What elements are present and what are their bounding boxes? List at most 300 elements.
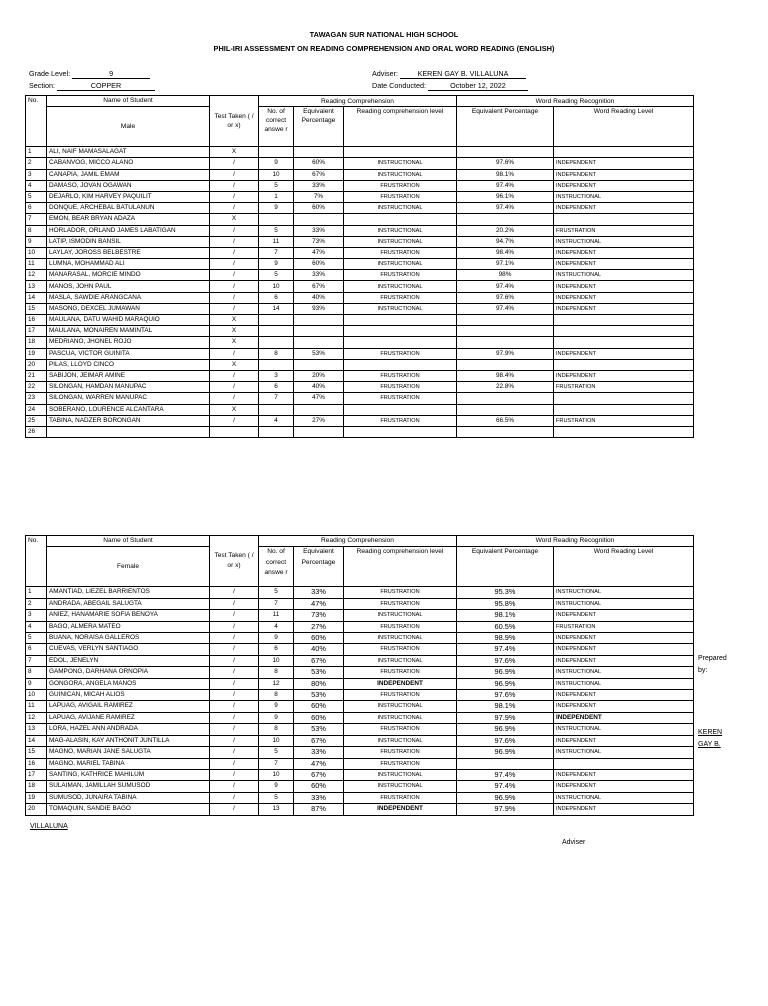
- student-name: ALI, NAIF MAMASALAGAT: [47, 147, 210, 158]
- rc-equiv-pct: 67%: [294, 281, 344, 292]
- correct-answers: [259, 315, 294, 326]
- adviser-label: Adviser:: [372, 69, 398, 78]
- correct-answers: 5: [259, 180, 294, 191]
- row-no: 19: [26, 792, 47, 803]
- table-row: [26, 236, 694, 247]
- wr-level: INDEPENDENT: [554, 735, 694, 746]
- wr-equiv-pct: 95.3%: [457, 587, 554, 598]
- signatory-line-2: GAY B.: [698, 741, 721, 748]
- student-name: GONGORA, ANGELA MANOS: [47, 678, 210, 689]
- student-name: BAGO, ALMERA MATEO: [47, 621, 210, 632]
- student-name: BUANA, NORAISA GALLEROS: [47, 633, 210, 644]
- correct-answers: 5: [259, 747, 294, 758]
- row-no: 3: [26, 610, 47, 621]
- rc-equiv-pct: 73%: [294, 236, 344, 247]
- rc-equiv-pct: 40%: [294, 382, 344, 393]
- row-no: 9: [26, 678, 47, 689]
- student-name: MEDRIANO, JHONEL ROJO: [47, 337, 210, 348]
- wr-equiv-pct: 97.4%: [457, 769, 554, 780]
- rc-equiv-pct: 60%: [294, 701, 344, 712]
- row-no: 8: [26, 225, 47, 236]
- table-row: [26, 758, 694, 769]
- male-label: Male: [47, 107, 210, 147]
- wr-level: INSTRUCTIONAL: [554, 724, 694, 735]
- table-row: [26, 191, 694, 202]
- rc-level: [344, 315, 457, 326]
- student-name: MANARASAL, MORCIE MINDO: [47, 270, 210, 281]
- student-name: DAMASO, JOVAN OGAWAN: [47, 180, 210, 191]
- rc-equiv-pct: 27%: [294, 621, 344, 632]
- correct-answers: 7: [259, 393, 294, 404]
- wr-equiv-pct: 97.9%: [457, 804, 554, 815]
- wr-level: INDEPENDENT: [554, 701, 694, 712]
- wr-equiv-pct: 96.9%: [457, 667, 554, 678]
- rc-equiv-pct: 7%: [294, 191, 344, 202]
- rc-level: INSTRUCTIONAL: [344, 712, 457, 723]
- wr-level: FRUSTRATION: [554, 382, 694, 393]
- row-no: 15: [26, 747, 47, 758]
- rc-level: INSTRUCTIONAL: [344, 701, 457, 712]
- col-correct-header: No. of correct answe r: [259, 547, 294, 587]
- test-taken: /: [210, 644, 259, 655]
- wr-level: INDEPENDENT: [554, 281, 694, 292]
- wr-equiv-pct: 97.6%: [457, 690, 554, 701]
- wr-equiv-pct: [457, 404, 554, 415]
- rc-equiv-pct: 93%: [294, 303, 344, 314]
- table-row: [26, 747, 694, 758]
- rc-equiv-pct: 67%: [294, 769, 344, 780]
- test-taken: /: [210, 712, 259, 723]
- test-taken: /: [210, 667, 259, 678]
- wr-equiv-pct: 97.6%: [457, 735, 554, 746]
- table-row: [26, 259, 694, 270]
- table-row: [26, 655, 694, 666]
- wr-equiv-pct: 98.9%: [457, 633, 554, 644]
- female-table: [25, 535, 694, 816]
- row-no: 24: [26, 404, 47, 415]
- rc-equiv-pct: 47%: [294, 247, 344, 258]
- rc-level: INSTRUCTIONAL: [344, 236, 457, 247]
- wr-level: [554, 426, 694, 437]
- signatory-role: Adviser: [562, 839, 586, 846]
- wr-equiv-pct: 60.5%: [457, 621, 554, 632]
- row-no: 4: [26, 621, 47, 632]
- wr-equiv-pct: 97.4%: [457, 203, 554, 214]
- row-no: 25: [26, 415, 47, 426]
- wr-equiv-pct: 94.7%: [457, 236, 554, 247]
- wr-equiv-pct: 97.6%: [457, 292, 554, 303]
- row-no: 12: [26, 712, 47, 723]
- wr-equiv-pct: 66.5%: [457, 415, 554, 426]
- test-taken: /: [210, 690, 259, 701]
- wr-level: INDEPENDENT: [554, 610, 694, 621]
- student-name: DONQUE, ARCHEBAL BATULANUN: [47, 203, 210, 214]
- test-taken: /: [210, 769, 259, 780]
- wr-equiv-pct: 97.4%: [457, 303, 554, 314]
- word-recognition-header: Word Reading Recognition: [457, 96, 694, 107]
- rc-equiv-pct: 40%: [294, 644, 344, 655]
- table-row: [26, 667, 694, 678]
- wr-equiv-pct: 20.2%: [457, 225, 554, 236]
- wr-equiv-pct: 96.1%: [457, 191, 554, 202]
- student-name: ANIEZ, HANAMARIE SOFIA BENOYA: [47, 610, 210, 621]
- col-no-header: No.: [26, 96, 47, 147]
- student-name: CUEVAS, VERLYN SANTIAGO: [47, 644, 210, 655]
- table-row: [26, 644, 694, 655]
- row-no: 12: [26, 270, 47, 281]
- correct-answers: 5: [259, 587, 294, 598]
- test-taken: /: [210, 393, 259, 404]
- test-taken: /: [210, 169, 259, 180]
- rc-equiv-pct: 33%: [294, 270, 344, 281]
- correct-answers: 12: [259, 678, 294, 689]
- adviser-value: KEREN GAY B. VILLALUNA: [400, 69, 526, 79]
- rc-level: FRUSTRATION: [344, 644, 457, 655]
- wr-level: INSTRUCTIONAL: [554, 747, 694, 758]
- student-name: GUINICAN, MICAH ALIOS: [47, 690, 210, 701]
- wr-level: INSTRUCTIONAL: [554, 270, 694, 281]
- section-value: COPPER: [57, 81, 155, 91]
- rc-equiv-pct: [294, 147, 344, 158]
- rc-level: INSTRUCTIONAL: [344, 633, 457, 644]
- row-no: 17: [26, 326, 47, 337]
- test-taken: /: [210, 236, 259, 247]
- wr-equiv-pct: 96.9%: [457, 792, 554, 803]
- correct-answers: [259, 147, 294, 158]
- correct-answers: 10: [259, 169, 294, 180]
- grade-level-label: Grade Level:: [29, 69, 71, 78]
- correct-answers: 9: [259, 158, 294, 169]
- assessment-title: PHIL-IRI ASSESSMENT ON READING COMPREHENSION AND ORAL WORD READING (ENGLISH): [213, 44, 555, 53]
- wr-equiv-pct: [457, 426, 554, 437]
- row-no: 26: [26, 426, 47, 437]
- row-no: 5: [26, 633, 47, 644]
- row-no: 15: [26, 303, 47, 314]
- table-row: [26, 337, 694, 348]
- male-table: [25, 95, 694, 438]
- wr-level: INDEPENDENT: [554, 247, 694, 258]
- signatory-name: [698, 727, 728, 751]
- row-no: 19: [26, 348, 47, 359]
- row-no: 20: [26, 804, 47, 815]
- rc-equiv-pct: [294, 404, 344, 415]
- wr-level: INDEPENDENT: [554, 203, 694, 214]
- rc-level: FRUSTRATION: [344, 370, 457, 381]
- wr-level: INSTRUCTIONAL: [554, 667, 694, 678]
- rc-equiv-pct: 40%: [294, 292, 344, 303]
- rc-level: INSTRUCTIONAL: [344, 303, 457, 314]
- wr-equiv-pct: [457, 359, 554, 370]
- row-no: 6: [26, 203, 47, 214]
- correct-answers: 4: [259, 415, 294, 426]
- wr-equiv-pct: [457, 758, 554, 769]
- table-row: [26, 348, 694, 359]
- table-row: [26, 804, 694, 815]
- rc-level: FRUSTRATION: [344, 792, 457, 803]
- correct-answers: 5: [259, 225, 294, 236]
- row-no: 13: [26, 724, 47, 735]
- correct-answers: [259, 326, 294, 337]
- wr-level: INSTRUCTIONAL: [554, 236, 694, 247]
- test-taken: /: [210, 747, 259, 758]
- wr-equiv-pct: 97.9%: [457, 348, 554, 359]
- wr-level: INSTRUCTIONAL: [554, 598, 694, 609]
- table-row: [26, 587, 694, 598]
- rc-level: INSTRUCTIONAL: [344, 781, 457, 792]
- wr-level: [554, 337, 694, 348]
- rc-equiv-pct: 33%: [294, 587, 344, 598]
- row-no: 13: [26, 281, 47, 292]
- section: [29, 81, 155, 91]
- table-row: [26, 735, 694, 746]
- test-taken: /: [210, 587, 259, 598]
- wr-level: INDEPENDENT: [554, 370, 694, 381]
- row-no: 17: [26, 769, 47, 780]
- test-taken: /: [210, 701, 259, 712]
- wr-equiv-pct: 98.4%: [457, 370, 554, 381]
- col-no-header: No.: [26, 536, 47, 587]
- test-taken: /: [210, 292, 259, 303]
- correct-answers: 1: [259, 191, 294, 202]
- test-taken: X: [210, 337, 259, 348]
- col-wr-level-header: Word Reading Level: [554, 107, 694, 147]
- correct-answers: 9: [259, 259, 294, 270]
- wr-level: [554, 326, 694, 337]
- wr-level: FRUSTRATION: [554, 415, 694, 426]
- student-name: GAMPONG, DARHANA ORNOPIA: [47, 667, 210, 678]
- student-name: TABINA, NADZER BORONGAN: [47, 415, 210, 426]
- date-conducted: [372, 81, 528, 91]
- test-taken: X: [210, 404, 259, 415]
- correct-answers: 9: [259, 781, 294, 792]
- student-name: MAG-ALASIN, KAY ANTHONIT JUNTILLA: [47, 735, 210, 746]
- table-row: [26, 247, 694, 258]
- col-test-taken-header: Test Taken ( / or x): [210, 536, 259, 587]
- wr-level: INDEPENDENT: [554, 348, 694, 359]
- wr-level: INSTRUCTIONAL: [554, 587, 694, 598]
- wr-level: FRUSTRATION: [554, 621, 694, 632]
- table-row: [26, 781, 694, 792]
- rc-level: INSTRUCTIONAL: [344, 158, 457, 169]
- correct-answers: 11: [259, 610, 294, 621]
- row-no: 6: [26, 644, 47, 655]
- wr-equiv-pct: 96.9%: [457, 724, 554, 735]
- student-name: LATIP, ISMODIN BANSIL: [47, 236, 210, 247]
- student-name: SANTING, KATHRICE MAHILUM: [47, 769, 210, 780]
- table-row: [26, 633, 694, 644]
- rc-level: FRUSTRATION: [344, 191, 457, 202]
- row-no: 9: [26, 236, 47, 247]
- col-wr-level-header: Word Reading Level: [554, 547, 694, 587]
- wr-level: FRUSTRATION: [554, 225, 694, 236]
- wr-level: [554, 359, 694, 370]
- test-taken: /: [210, 724, 259, 735]
- row-no: 20: [26, 359, 47, 370]
- male-rows: [26, 147, 694, 438]
- wr-equiv-pct: 97.4%: [457, 644, 554, 655]
- row-no: 1: [26, 587, 47, 598]
- wr-level: INSTRUCTIONAL: [554, 678, 694, 689]
- table-row: [26, 724, 694, 735]
- wr-level: INDEPENDENT: [554, 769, 694, 780]
- test-taken: /: [210, 792, 259, 803]
- row-no: 16: [26, 315, 47, 326]
- row-no: 5: [26, 191, 47, 202]
- correct-answers: 3: [259, 370, 294, 381]
- rc-level: [344, 426, 457, 437]
- correct-answers: 6: [259, 292, 294, 303]
- wr-level: INDEPENDENT: [554, 303, 694, 314]
- wr-level: [554, 147, 694, 158]
- wr-level: INDEPENDENT: [554, 655, 694, 666]
- table-row: [26, 393, 694, 404]
- test-taken: /: [210, 655, 259, 666]
- correct-answers: 5: [259, 270, 294, 281]
- table-row: [26, 610, 694, 621]
- rc-level: INDEPENDENT: [344, 678, 457, 689]
- row-no: 18: [26, 781, 47, 792]
- wr-equiv-pct: 97.4%: [457, 781, 554, 792]
- rc-level: INSTRUCTIONAL: [344, 769, 457, 780]
- correct-answers: 9: [259, 203, 294, 214]
- row-no: 2: [26, 598, 47, 609]
- wr-level: [554, 404, 694, 415]
- wr-level: INDEPENDENT: [554, 781, 694, 792]
- rc-level: INSTRUCTIONAL: [344, 610, 457, 621]
- rc-equiv-pct: [294, 214, 344, 225]
- table-row: [26, 701, 694, 712]
- table-row: [26, 214, 694, 225]
- correct-answers: 8: [259, 667, 294, 678]
- rc-equiv-pct: 60%: [294, 781, 344, 792]
- student-name: SULAIMAN, JAMILLAH SUMUSOD: [47, 781, 210, 792]
- wr-equiv-pct: 95.8%: [457, 598, 554, 609]
- rc-level: FRUSTRATION: [344, 393, 457, 404]
- reading-comprehension-header: Reading Comprehension: [259, 96, 457, 107]
- rc-level: INSTRUCTIONAL: [344, 735, 457, 746]
- rc-equiv-pct: [294, 337, 344, 348]
- prepared-by: Prepared by:: [698, 655, 727, 674]
- student-name: [47, 426, 210, 437]
- table-row: [26, 180, 694, 191]
- rc-equiv-pct: 87%: [294, 804, 344, 815]
- wr-level: INDEPENDENT: [554, 712, 694, 723]
- signatory-tail: VILLALUNA: [30, 823, 68, 830]
- correct-answers: 9: [259, 712, 294, 723]
- wr-equiv-pct: [457, 147, 554, 158]
- wr-level: INSTRUCTIONAL: [554, 792, 694, 803]
- rc-equiv-pct: 47%: [294, 758, 344, 769]
- wr-level: INDEPENDENT: [554, 292, 694, 303]
- test-taken: /: [210, 678, 259, 689]
- wr-equiv-pct: 97.1%: [457, 259, 554, 270]
- date-label: Date Conducted:: [372, 81, 426, 90]
- correct-answers: 7: [259, 247, 294, 258]
- wr-level: INDEPENDENT: [554, 633, 694, 644]
- test-taken: [210, 426, 259, 437]
- table-row: [26, 404, 694, 415]
- correct-answers: 10: [259, 281, 294, 292]
- rc-level: [344, 147, 457, 158]
- student-name: MANOS, JOHN PAUL: [47, 281, 210, 292]
- correct-answers: 11: [259, 236, 294, 247]
- student-name: TOMAQUIN, SANDIE BAGO: [47, 804, 210, 815]
- student-name: EDOL, JENELYN: [47, 655, 210, 666]
- test-taken: X: [210, 214, 259, 225]
- rc-equiv-pct: 67%: [294, 169, 344, 180]
- wr-equiv-pct: 98.1%: [457, 701, 554, 712]
- signatory-line-1: KEREN: [698, 729, 723, 736]
- word-recognition-header: Word Reading Recognition: [457, 536, 694, 547]
- wr-equiv-pct: [457, 326, 554, 337]
- col-test-taken-header: Test Taken ( / or x): [210, 96, 259, 147]
- correct-answers: 10: [259, 655, 294, 666]
- student-name: LAYLAY, JOROSS BELBESTRE: [47, 247, 210, 258]
- student-name: HORLADOR, ORLAND JAMES LABATIGAN: [47, 225, 210, 236]
- rc-equiv-pct: 53%: [294, 348, 344, 359]
- wr-level: INDEPENDENT: [554, 804, 694, 815]
- col-wr-pct-header: Equivalent Percentage: [457, 547, 554, 587]
- rc-equiv-pct: 33%: [294, 747, 344, 758]
- test-taken: /: [210, 225, 259, 236]
- wr-equiv-pct: 96.9%: [457, 678, 554, 689]
- rc-level: FRUSTRATION: [344, 270, 457, 281]
- table-row: [26, 426, 694, 437]
- student-name: AMANTIAD, LIEZEL BARRIENTOS: [47, 587, 210, 598]
- row-no: 22: [26, 382, 47, 393]
- rc-level: INSTRUCTIONAL: [344, 203, 457, 214]
- row-no: 10: [26, 690, 47, 701]
- table-row: [26, 621, 694, 632]
- wr-level: INDEPENDENT: [554, 259, 694, 270]
- date-value: October 12, 2022: [428, 81, 528, 91]
- rc-equiv-pct: 60%: [294, 712, 344, 723]
- rc-level: FRUSTRATION: [344, 724, 457, 735]
- test-taken: /: [210, 382, 259, 393]
- wr-equiv-pct: 98%: [457, 270, 554, 281]
- rc-level: INSTRUCTIONAL: [344, 281, 457, 292]
- table-row: [26, 303, 694, 314]
- rc-level: [344, 359, 457, 370]
- correct-answers: 7: [259, 598, 294, 609]
- rc-level: INSTRUCTIONAL: [344, 225, 457, 236]
- rc-equiv-pct: 20%: [294, 370, 344, 381]
- correct-answers: 10: [259, 735, 294, 746]
- test-taken: /: [210, 203, 259, 214]
- student-name: SUMUSOD, JUNAIRA TABINA: [47, 792, 210, 803]
- student-name: LORA, HAZEL ANN ANDRADA: [47, 724, 210, 735]
- student-name: ANDRADA, ABEGAIL SALUGTA: [47, 598, 210, 609]
- col-rc-level-header: Reading comprehension level: [344, 547, 457, 587]
- wr-level: [554, 758, 694, 769]
- table-row: [26, 292, 694, 303]
- test-taken: /: [210, 180, 259, 191]
- table-row: [26, 147, 694, 158]
- rc-equiv-pct: [294, 426, 344, 437]
- test-taken: /: [210, 259, 259, 270]
- wr-equiv-pct: [457, 337, 554, 348]
- col-equiv-pct-header: Equivalent Percentage: [294, 107, 344, 147]
- test-taken: /: [210, 415, 259, 426]
- row-no: 14: [26, 292, 47, 303]
- rc-equiv-pct: 33%: [294, 225, 344, 236]
- rc-equiv-pct: 53%: [294, 724, 344, 735]
- wr-equiv-pct: 97.4%: [457, 180, 554, 191]
- test-taken: X: [210, 326, 259, 337]
- rc-level: FRUSTRATION: [344, 690, 457, 701]
- correct-answers: 14: [259, 303, 294, 314]
- test-taken: /: [210, 270, 259, 281]
